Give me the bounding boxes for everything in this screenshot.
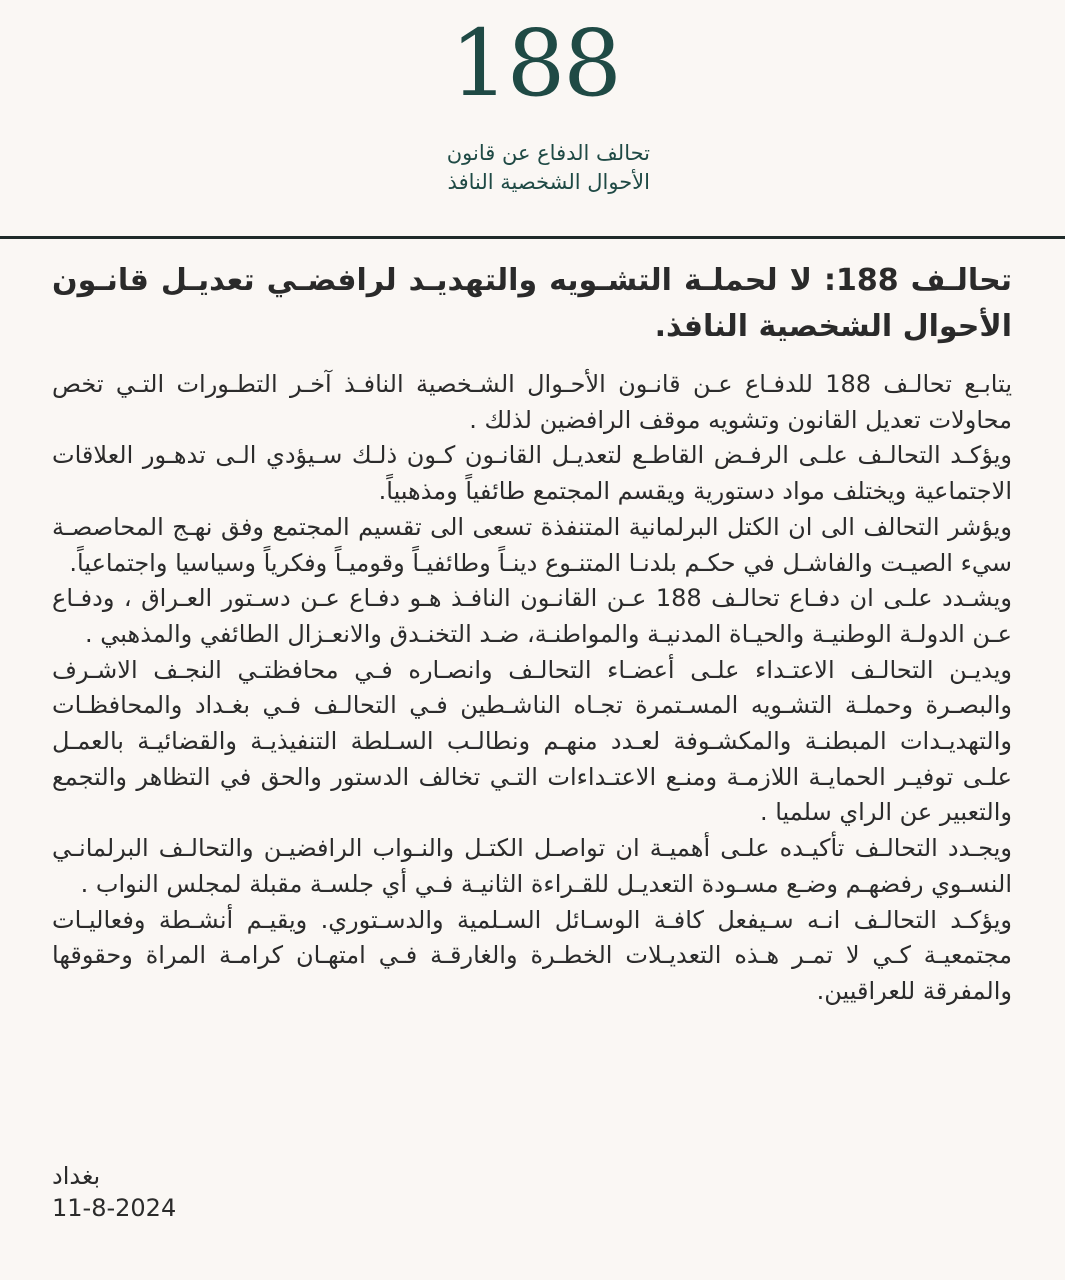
header-divider <box>0 236 1065 239</box>
logo-text-line-2: الأحوال الشخصية النافذ <box>447 170 650 194</box>
paragraph: ويؤكـد التحالـف علـى الرفـض القاطـع لتعديـل القانـون كـون ذلـك سـيؤدي الـى تدهـور العلاقات الاجتماعية ويختلف مواد دستورية ويقسم المجتمع طائفياً ومذهبياً. <box>52 441 1012 506</box>
signature-city: بغداد <box>52 1162 101 1190</box>
letterhead <box>0 0 1065 238</box>
paragraph: ويؤشر التحالف الى ان الكتل البرلمانية المتنفذة تسعى الى تقسيم المجتمع وفق نهـج المحاصصـة سيء الصيـت والفاشـل في حكـم بلدنـا المتنـوع دينـاً وطائفيـاً وقوميـاً وفكرياً وسياسيا واجتماعياً. <box>52 512 1012 577</box>
paragraph: ويجـدد التحالـف تأكيـده علـى أهميـة ان تواصـل الكتـل والنـواب الرافضيـن والتحالـف البرلمانـي النسـوي رفضهـم وضـع مسـودة التعديـل للقـراءة الثانيـة فـي أي جلسـة مقبلة لمجلس النواب . <box>52 834 1012 898</box>
signature-block <box>52 1160 352 1224</box>
paragraph: يتابـع تحالـف 188 للدفـاع عـن قانـون الأحـوال الشـخصية النافـذ آخـر التطـورات التـي تخص محاولات تعديل القانون وتشويه موقف الرافضين لذلك . <box>52 370 1012 434</box>
paragraph: ويديـن التحالـف الاعتـداء علـى أعضـاء التحالـف وانصـاره فـي محافظتـي النجـف الاشـرف والبصـرة وحملـة التشـويه المسـتمرة تجـاه الناشـطين فـي التحالـف فـي بغـداد والمحافظـات والتهديـدات المبطنـة والمكشـوفة لعـدد منهـم ونطالـب السـلطة التنفيذيـة والقضائيـة بالعمـل علـى توفيـر الحمايـة اللازمـة ومنـع الاعتـداءات التـي تخالف الدستور والحق في التظاهر والتجمع والتعبير عن الراي سلميا . <box>52 655 1012 827</box>
statement-body <box>52 367 1012 1010</box>
statement-title: تحالـف 188: لا لحملـة التشـويه والتهديـد لرافضـي تعديـل قانـون الأحوال الشخصية النافذ. <box>52 263 1012 344</box>
logo-text-line-1: تحالف الدفاع عن قانون <box>446 141 650 165</box>
paragraph: ويشـدد علـى ان دفـاع تحالـف 188 عـن القانـون النافـذ هـو دفـاع عـن دسـتور العـراق ، ودفـاع عـن الدولـة الوطنيـة والحيـاة المدنيـة والمواطنـة، ضـد التخنـدق والانعـزال الطائفي والمذهبي . <box>52 584 1012 648</box>
paragraph: ويؤكـد التحالـف انـه سـيفعل كافـة الوسـائل السـلمية والدسـتوري. ويقيـم أنشـطة وفعاليـات مجتمعيـة كـي لا تمـر هـذه التعديـلات الخطـرة والغارقـة فـي امتهـان كرامـة المراة وحقوقها والمفرقة للعراقيين. <box>52 905 1012 1005</box>
logo-number: 188 <box>450 10 620 117</box>
signature-date: 11-8-2024 <box>52 1194 177 1222</box>
